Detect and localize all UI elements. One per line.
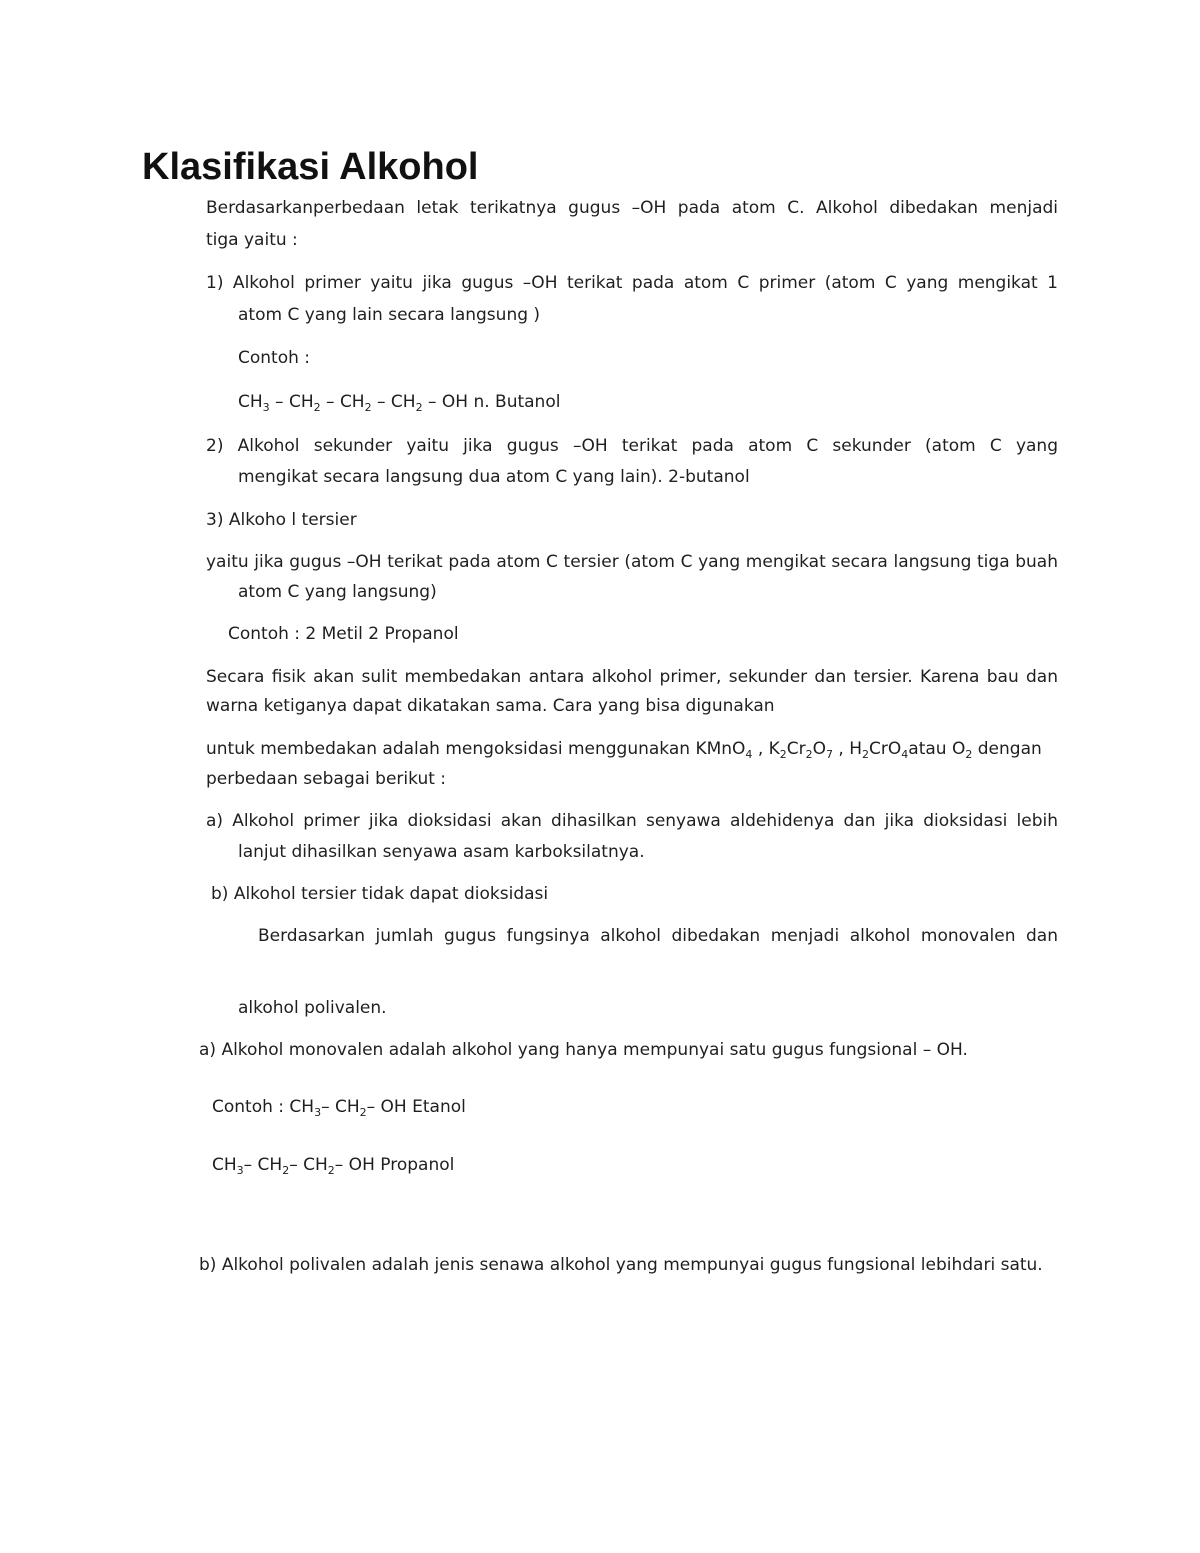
tertiary-alcohol-line-2: atom C yang langsung) xyxy=(238,582,437,602)
intro-line-1: Berdasarkanperbedaan letak terikatnya gugus –OH pada atom C. Alkohol dibedakan menjadi xyxy=(206,198,1058,218)
oxidation-a-line-2: lanjut dihasilkan senyawa asam karboksilatnya. xyxy=(238,842,645,862)
tertiary-alcohol-line-1: yaitu jika gugus –OH terikat pada atom C tersier (atom C yang mengikat secara langsung tiga buah xyxy=(206,552,1058,572)
tertiary-alcohol-heading: 3) Alkoho l tersier xyxy=(206,510,357,530)
oxidizer-line-1: untuk membedakan adalah mengoksidasi menggunakan KMnO$_4$ , $K_2Cr_2O_7$ , $H_2CrO_4atau$ $O_2$ dengan xyxy=(206,739,1042,761)
oxidation-b: b) Alkohol tersier tidak dapat dioksidasi xyxy=(211,884,549,904)
page-title: Klasifikasi Alkohol xyxy=(142,146,479,188)
secondary-alcohol-line-1: 2) Alkohol sekunder yaitu jika gugus –OH terikat pada atom C sekunder (atom C yang xyxy=(206,436,1058,456)
physical-diff-line-2: warna ketiganya dapat dikatakan sama. Cara yang bisa digunakan xyxy=(206,696,775,716)
functional-group-line-2: alkohol polivalen. xyxy=(238,998,387,1018)
primary-alcohol-line-1: 1) Alkohol primer yaitu jika gugus –OH terikat pada atom C primer (atom C yang mengikat 1 xyxy=(206,273,1058,293)
secondary-alcohol-line-2: mengikat secara langsung dua atom C yang lain). 2-butanol xyxy=(238,467,750,487)
polyvalent-definition: b) Alkohol polivalen adalah jenis senawa alkohol yang mempunyai gugus fungsional lebihdari satu. xyxy=(199,1255,1043,1275)
functional-group-line-1: Berdasarkan jumlah gugus fungsinya alkohol dibedakan menjadi alkohol monovalen dan xyxy=(258,926,1058,946)
physical-diff-line-1: Secara fisik akan sulit membedakan antara alkohol primer, sekunder dan tersier. Karena bau dan xyxy=(206,667,1058,687)
tertiary-example: Contoh : 2 Metil 2 Propanol xyxy=(228,624,459,644)
butanol-formula: $CH_3 - CH_2 - CH_2 - CH_2$ – OH n. Butanol xyxy=(238,392,561,414)
oxidizer-line-2: perbedaan sebagai berikut : xyxy=(206,769,447,789)
monovalent-definition: a) Alkohol monovalen adalah alkohol yang hanya mempunyai satu gugus fungsional – OH. xyxy=(199,1040,968,1060)
propanol-example: $CH_3-$ $CH_2-$ $CH_2-$ OH Propanol xyxy=(212,1155,455,1177)
ethanol-example: Contoh : $CH_3-$ $CH_2-$ OH Etanol xyxy=(212,1097,466,1119)
intro-line-2: tiga yaitu : xyxy=(206,230,298,250)
primary-example-label: Contoh : xyxy=(238,348,311,368)
oxidation-a-line-1: a) Alkohol primer jika dioksidasi akan dihasilkan senyawa aldehidenya dan jika dioksidasi lebih xyxy=(206,811,1058,831)
primary-alcohol-line-2: atom C yang lain secara langsung ) xyxy=(238,305,541,325)
